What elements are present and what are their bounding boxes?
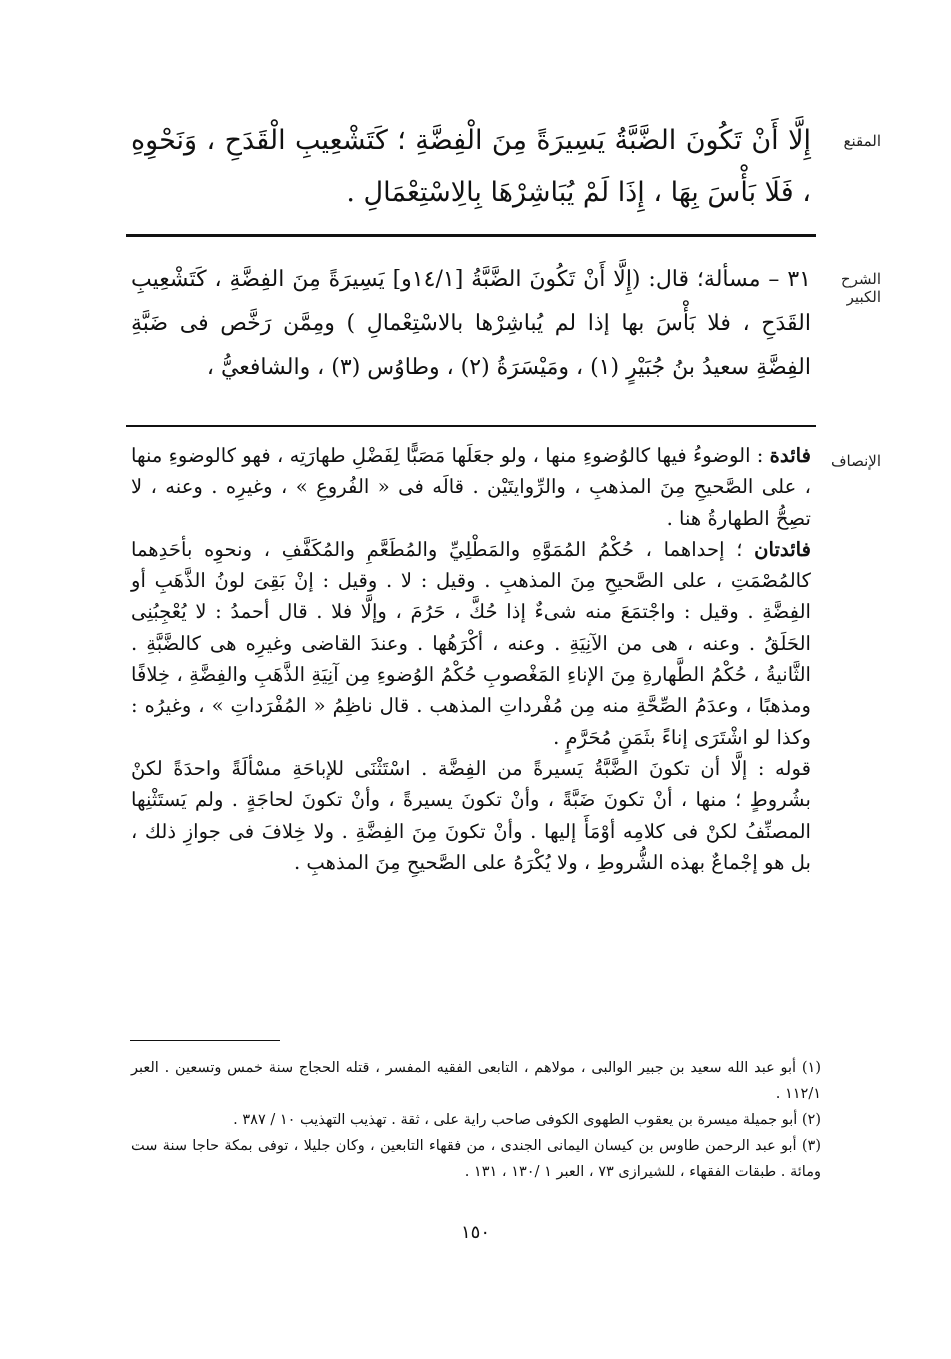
insaf-paragraph-3: قوله : إلَّا أن تكونَ الضَّبَّةُ يَسيرةً من الفِضَّة . اسْتَثْنَى للإباحَةِ مسْألَةً واحدَةً لكنْ بشُروطٍ ؛ منها ، أنْ تكونَ ضَبَّةً ، وأنْ تكونَ يسيرةً ، وأنْ تكونَ لحاجَةٍ . ولم يَستَثْنِها المصنِّفُ لكنْ فى كلامِه أوْمَأَ إليها . وأنْ تكونَ مِنَ الفِضَّةِ . ولا خِلافَ فى جوازِ ذلك ، بل هو إجْماعٌ بهذه الشُّروطِ ، ولا يُكْرَهُ على الصَّحيحِ مِنَ المذهبِ . xyxy=(131,756,811,874)
page-number: ١٥٠ xyxy=(460,1222,490,1243)
footnotes xyxy=(131,1055,821,1185)
fa-idatan-body: ؛ إحداهما ، حُكْمُ المُمَوَّهِ والمَطْلِيِّ والمُطَعَّمِ والمُكَفَّفِ ، ونحوِه بأحَدِهما كالمُصْمَتِ ، على الصَّحيحِ مِنَ المذهبِ . وقيل : لا . وقيل : إنْ بَقِىَ لونُ الذَّهَبِ أو الفِضَّةِ . وقيل : واجْتمَعَ منه شىءٌ إذا حُكَّ ، حَرُمَ ، وإلَّا فلا . قال أحمدُ : لا يُعْجِبُنِى الحَلَقُ . وعنه ، هى من الآنِيَةِ . وعنه ، أكْرَهُها . وعندَ القاضى وغيرِه هى كالضَّبَّةِ . الثَّانيةُ ، حُكْمُ الطَّهارةِ مِنَ الإناءِ المَغْصوبِ حُكْمُ الوُضوءِ مِن آنِيَةِ الذَّهَبِ والفِضَّةِ ، خِلافًا ومذهبًا ، وعدَمُ الصِّحَّةِ منه مِن مُفْرداتِ المذهب . قال ناظِمُ « المُفْرَداتِ » ، وغيرُه : وكذا لو اشْتَرَى إناءً بثَمَنٍ مُحَرَّمٍ . xyxy=(131,537,811,749)
fa-idatan-keyword: فائدتان xyxy=(754,537,811,561)
muqni-text: إِلَّا أَنْ تَكُونَ الضَّبَّةُ يَسِيرَةً مِنَ الْفِضَّةِ ؛ كَتَشْعِيبِ الْقَدَحِ ، وَنَحْوِهِ ، فَلَا بَأْسَ بِهَا ، إِذَا لَمْ يُبَاشِرْهَا بِالِاسْتِعْمَالِ . xyxy=(131,125,811,208)
footnote-2: (٢) أبو جميلة ميسرة بن يعقوب الطهوى الكوفى صاحب راية على ، ثقة . تهذيب التهذيب ١٠ / ٣٨٧ . xyxy=(233,1112,821,1128)
fa-ida-keyword: فائدة xyxy=(769,444,811,467)
section-divider-thin xyxy=(126,425,816,427)
footnote-1: (١) أبو عبد الله سعيد بن جبير الوالبى ، مولاهم ، التابعى الفقيه المفسر ، قتله الحجاج سنة خمس وتسعين . العبر ١١٢/١ . xyxy=(131,1060,821,1102)
fa-ida-body: : الوضوءُ فيها كالوُضوءِ منها ، ولو جعَلَها مَصَبًّا لِفَضْلِ طهارَتِه ، فهو كالوضوءِ منها ، على الصَّحيحِ مِنَ المذهبِ ، والرِّوايتَيْن . قالَه فى « الفُروعِ » ، وغيرِه . وعنه ، لا تصِحُّ الطهارةُ هنا . xyxy=(131,444,811,530)
label-sharh: الشرح الكبير xyxy=(840,270,881,306)
label-insaf: الإنصاف xyxy=(830,452,881,470)
insaf-paragraph-1 xyxy=(131,440,811,534)
sharh-text xyxy=(131,258,811,390)
section-divider-thick xyxy=(126,234,816,237)
sharh-paragraph: ٣١ – مسألة؛ قال: (إِلَّا أَنْ تَكُونَ الضَّبَّةُ [١٤/١و] يَسِيرَةً مِنَ الفِضَّةِ ، كَتَشْعِيبِ القَدَحِ ، فلا بَأْسَ بها إذا لم يُباشِرْها بالاسْتِعْمالِ ) ومِمَّن رَخَّص فى ضَبَّةِ الفِضَّةِ سعيدُ بنُ جُبَيْرٍ (١) ، ومَيْسَرَةُ (٢) ، وطاوُس (٣) ، والشافعيُّ ، xyxy=(131,267,811,380)
insaf-paragraph-2 xyxy=(131,534,811,753)
footnote-3: (٣) أبو عبد الرحمن طاوس بن كيسان اليمانى الجندى ، من فقهاء التابعين ، وكان جليلا ، توفى بمكة حاجا سنة ست ومائة . طبقات الفقهاء ، للشيرازى ٧٣ ، العبر ١ /١٣٠ ، ١٣١ . xyxy=(131,1138,821,1180)
footnote-rule xyxy=(130,1040,280,1041)
label-muqni: المقنع xyxy=(843,132,881,150)
insaf-text xyxy=(131,440,811,878)
